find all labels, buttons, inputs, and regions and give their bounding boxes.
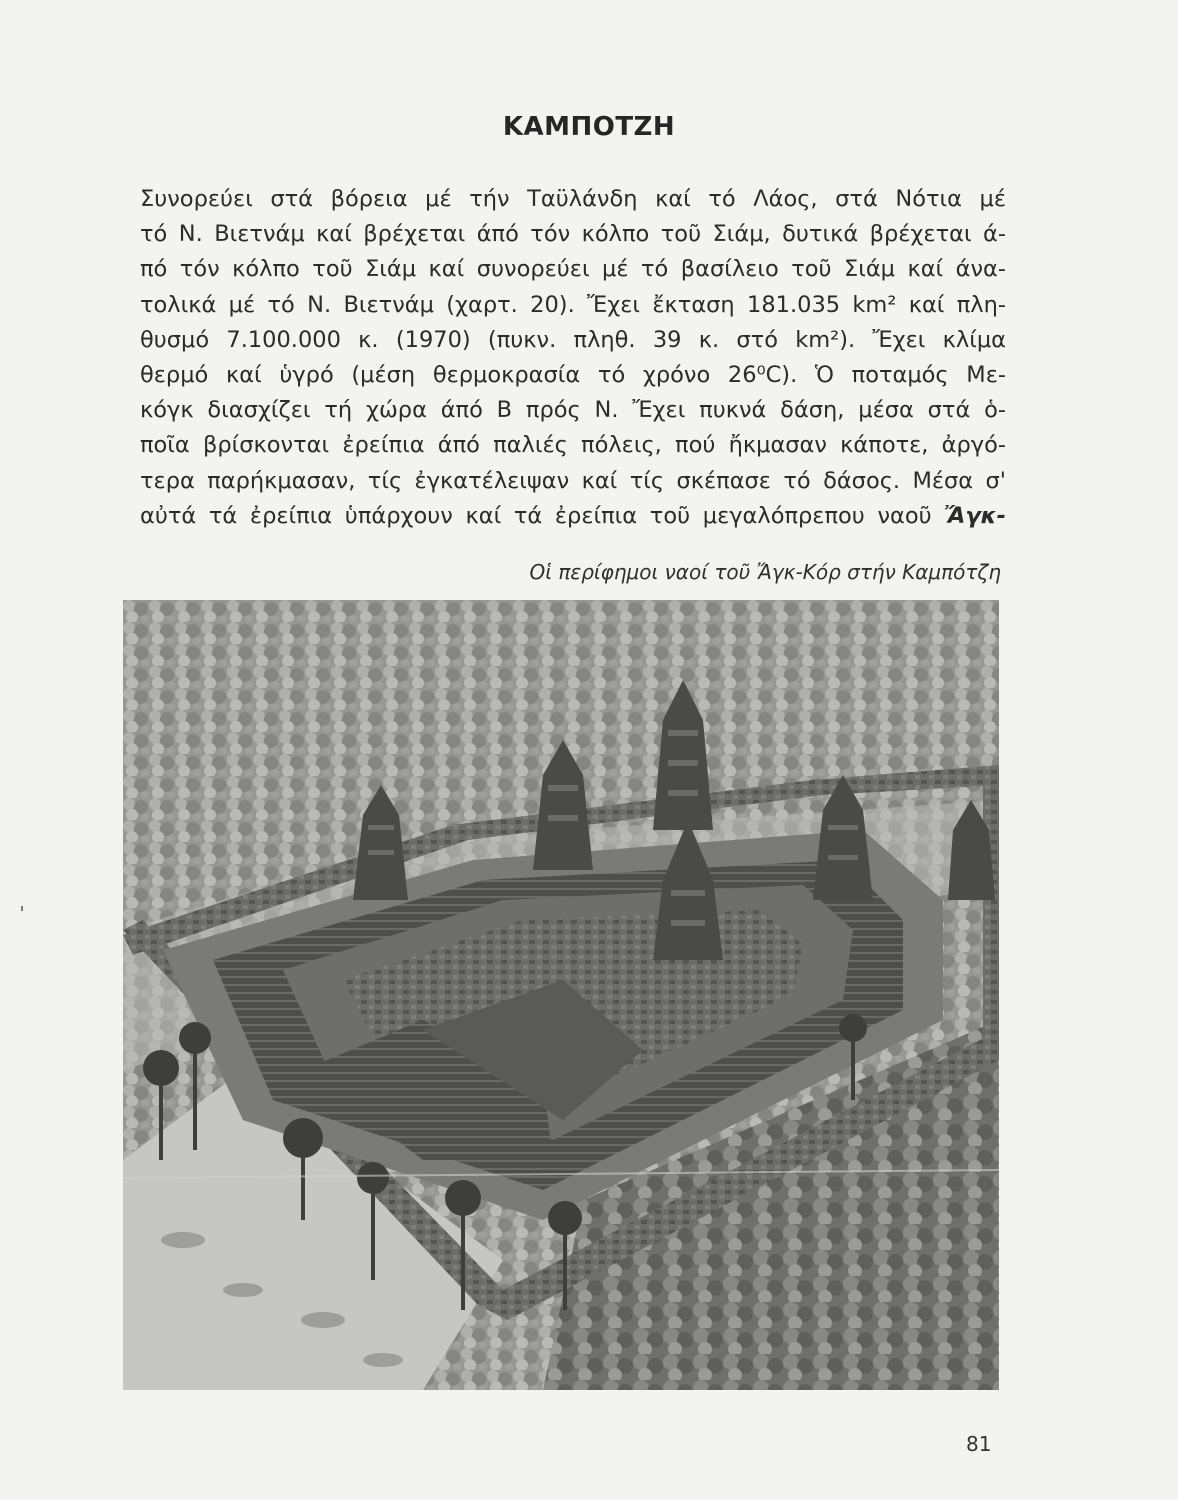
paragraph-line: κόγκ διασχίζει τή χώρα άπό Β πρός Ν. Ἔχει πυκνά δάση, μέσα στά ὁ- <box>140 397 1006 424</box>
paragraph-line: ποῖα βρίσκονται ἐρείπια άπό παλιές πόλεις, πού ἤκμασαν κάποτε, ἀργό- <box>140 432 1006 459</box>
paragraph-line: τολικά μέ τό Ν. Βιετνάμ (χαρτ. 20). Ἔχει ἔκταση 181.035 km² καί πλη- <box>140 291 1006 318</box>
page-title: ΚΑΜΠΟΤΖΗ <box>502 112 676 142</box>
paragraph-line: αὐτά τά ἐρείπια ὑπάρχουν καί τά ἐρείπια τοῦ μεγαλόπρεπου ναοῦ Ἄγκ- <box>140 502 1006 529</box>
paragraph-line: θυσμό 7.100.000 κ. (1970) (πυκν. πληθ. 39 κ. στό km²). Ἔχει κλίμα <box>140 326 1006 353</box>
paragraph-line: πό τόν κόλπο τοῦ Σιάμ καί συνορεύει μέ τό βασίλειο τοῦ Σιάμ καί άνα- <box>140 256 1006 283</box>
scan-speck <box>21 906 23 911</box>
temple-photo-illustration <box>123 600 999 1390</box>
paragraph-line: τερα παρήκμασαν, τίς ἐγκατέλειψαν καί τίς σκέπασε τό δάσος. Μέσα σ' <box>140 467 1006 494</box>
paragraph-line: τό Ν. Βιετνάμ καί βρέχεται άπό τόν κόλπο τοῦ Σιάμ, δυτικά βρέχεται ά- <box>140 221 1006 248</box>
emphasized-word: Ἄγκ- <box>944 502 1006 529</box>
paragraph-line: Συνορεύει στά βόρεια μέ τήν Ταϋλάνδη καί τό Λάος, στά Νότια μέ <box>140 186 1006 212</box>
paragraph-line: θερμό καί ὑγρό (μέση θερμοκρασία τό χρόνο 26⁰C). Ὁ ποταμός Με- <box>140 362 1006 389</box>
page-number: 81 <box>966 1432 992 1456</box>
angkor-wat-photo <box>123 600 999 1390</box>
body-paragraph <box>140 182 1006 534</box>
photo-caption: Οἱ περίφημοι ναοί τοῦ Ἄγκ-Κόρ στήν Καμπότζη <box>529 560 1001 584</box>
